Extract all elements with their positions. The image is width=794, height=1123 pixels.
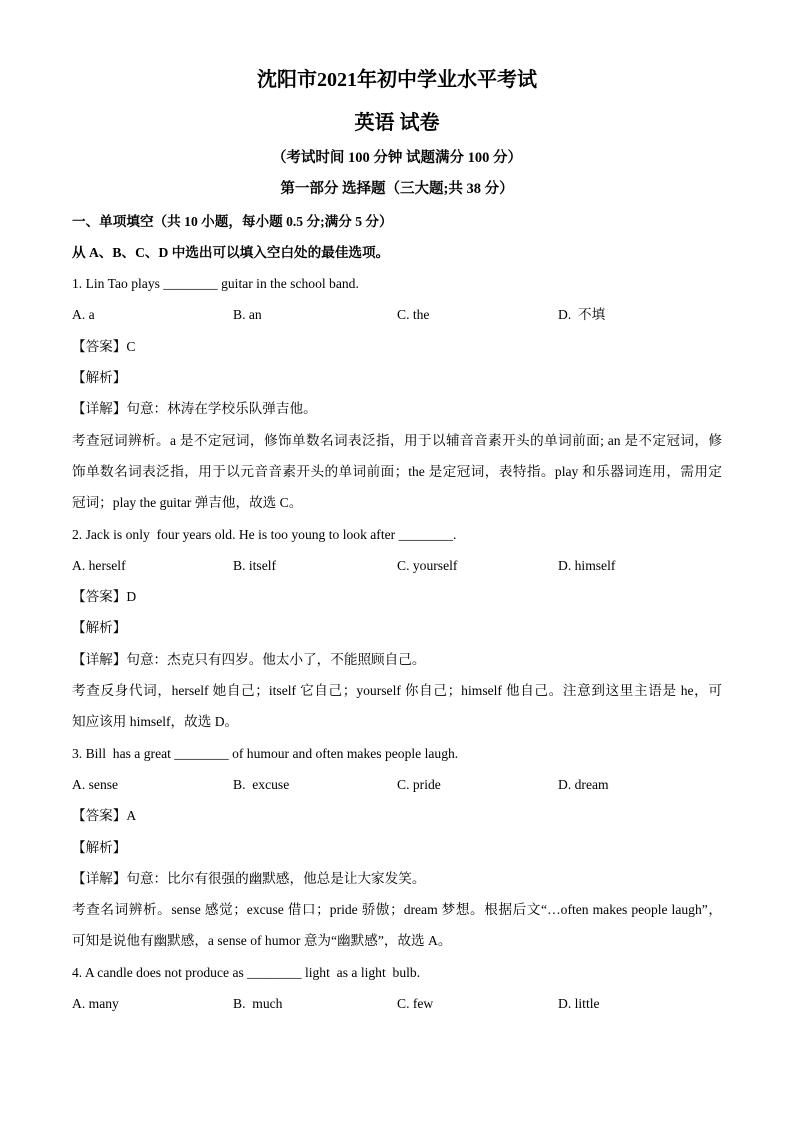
option-c: C. yourself	[397, 557, 458, 573]
detail-label: 【详解】	[72, 401, 127, 417]
question-stem: 4. A candle does not produce as ________ light as a light bulb.	[72, 964, 421, 980]
option-d: D. little	[558, 996, 600, 1012]
option-c: C. pride	[397, 776, 441, 792]
option-a: A. sense	[72, 776, 119, 792]
option-c: C. few	[397, 996, 434, 1012]
section-heading: 一、单项填空（共 10 小题，每小题 0.5 分;满分 5 分）	[72, 213, 393, 229]
question-stem: 3. Bill has a great ________ of humour and often makes people laugh.	[72, 745, 459, 761]
question-options	[72, 769, 722, 800]
answer-label: 【答案】	[72, 338, 127, 354]
answer-label: 【答案】	[72, 589, 127, 605]
option-d: D. dream	[558, 776, 609, 792]
explanation-line: 可知是说他有幽默感，a sense of humor 意为“幽默感”，故选 A。	[72, 933, 452, 949]
question-options	[72, 988, 722, 1019]
answer-line	[72, 800, 722, 831]
question-options	[72, 550, 722, 581]
option-b: B. itself	[233, 557, 277, 573]
detail-text: 句意：林涛在学校乐队弹吉他。	[126, 401, 317, 417]
option-d: D. himself	[558, 557, 616, 573]
detail-label: 【详解】	[72, 651, 127, 667]
detail-text: 句意：比尔有很强的幽默感，他总是让大家发笑。	[126, 870, 426, 886]
option-b: B. an	[233, 307, 262, 323]
detail-line	[72, 863, 722, 894]
analysis-label: 【解析】	[72, 839, 127, 855]
exam-info: （考试时间 100 分钟 试题满分 100 分）	[271, 150, 523, 166]
explanation-line: 考查反身代词，herself 她自己；itself 它自己；yourself 你自己；himself 他自己。注意到这里主语是 he，可	[72, 683, 722, 699]
answer-value: C	[126, 338, 136, 354]
answer-label: 【答案】	[72, 808, 127, 824]
section-instruction: 从 A、B、C、D 中选出可以填入空白处的最佳选项。	[72, 244, 390, 260]
explanation-line: 考查冠词辨析。a 是不定冠词，修饰单数名词表泛指，用于以辅音音素开头的单词前面; an 是不定冠词，修	[72, 432, 722, 448]
answer-line	[72, 581, 722, 612]
exam-subject: 英语 试卷	[354, 112, 440, 134]
option-c: C. the	[397, 307, 430, 323]
explanation-line: 考查名词辨析。sense 感觉；excuse 借口；pride 骄傲；dream 梦想。根据后文“…often makes people laugh”，	[72, 902, 722, 918]
option-a: A. a	[72, 307, 95, 323]
analysis-label: 【解析】	[72, 620, 127, 636]
explanation-line: 饰单数名词表泛指，用于以元音音素开头的单词前面；the 是定冠词，表特指。play 和乐器词连用，需用定	[72, 463, 722, 479]
answer-value: D	[126, 589, 137, 605]
option-a: A. many	[72, 996, 119, 1012]
exam-title: 沈阳市2021年初中学业水平考试	[257, 69, 537, 91]
detail-label: 【详解】	[72, 870, 127, 886]
question-stem: 1. Lin Tao plays ________ guitar in the school band.	[72, 276, 359, 292]
answer-line	[72, 331, 722, 362]
question-options	[72, 299, 722, 330]
page-content	[72, 0, 722, 1019]
question-stem: 2. Jack is only four years old. He is too young to look after ________.	[72, 526, 457, 542]
option-b: B. excuse	[233, 776, 290, 792]
option-a: A. herself	[72, 557, 126, 573]
option-b: B. much	[233, 996, 283, 1012]
answer-value: A	[126, 808, 137, 824]
explanation-line: 冠词；play the guitar 弹吉他，故选 C。	[72, 495, 303, 511]
explanation-line: 知应该用 himself，故选 D。	[72, 714, 239, 730]
part-heading: 第一部分 选择题（三大题;共 38 分）	[280, 181, 514, 198]
option-d: D. 不填	[558, 307, 606, 323]
detail-line	[72, 393, 722, 424]
detail-line	[72, 644, 722, 675]
detail-text: 句意：杰克只有四岁。他太小了，不能照顾自己。	[126, 651, 426, 667]
analysis-label: 【解析】	[72, 370, 127, 386]
